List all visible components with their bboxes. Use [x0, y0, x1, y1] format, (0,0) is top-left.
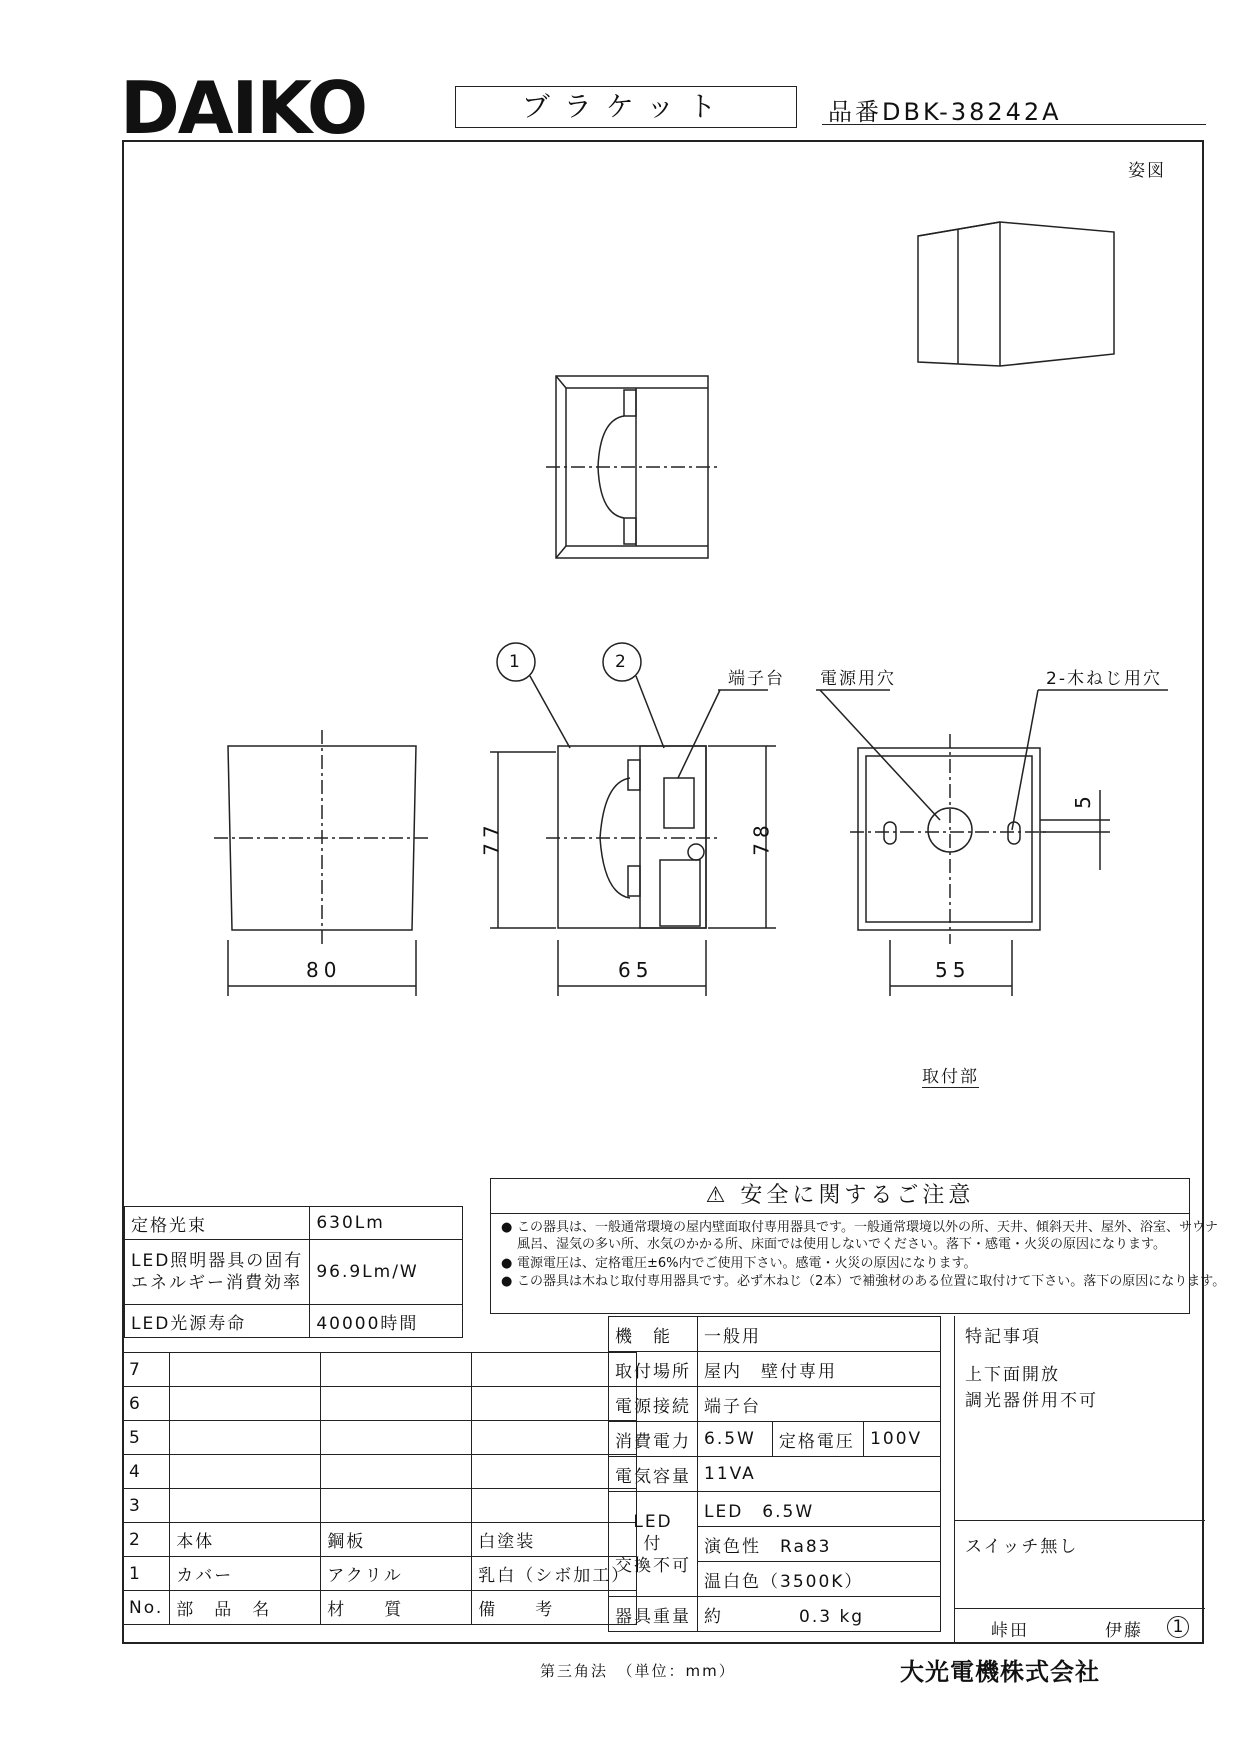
callout-2: 2 [615, 652, 628, 672]
safety-notice [490, 1178, 1226, 1314]
lifetime-label: LED光源寿命 [125, 1305, 310, 1338]
front-view [214, 730, 430, 944]
safety-title: ⚠ 安全に関するご注意 [491, 1179, 1189, 1214]
company-name: 大光電機株式会社 [900, 1658, 1100, 1686]
designer-name: 峠田 [991, 1621, 1029, 1641]
projection-note: 第三角法 （単位：mm） [540, 1662, 736, 1680]
isometric-view [918, 222, 1114, 366]
table-row: 7 [123, 1353, 637, 1387]
safety-note-1-cont: 風呂、湿気の多い所、水気のかかる所、床面では使用しないでください。落下・感電・火災の原因になります。 [517, 1237, 1166, 1252]
sheet-number: 1 [1167, 1616, 1189, 1638]
callout-1: 1 [509, 652, 522, 672]
screw-holes-label: 2-木ねじ用穴 [1046, 669, 1162, 689]
dim-65: 65 [618, 958, 654, 982]
safety-note-1: ● この器具は、一般通常環境の屋内壁面取付専用器具です。一般通常環境以外の所、天井、傾斜天井、屋外、浴室、サウナ [501, 1220, 1218, 1235]
table-row: 6 [123, 1387, 637, 1421]
back-view [850, 734, 1050, 944]
product-type-title: ブラケット [455, 86, 797, 128]
part-number: 品番DBK-38242A [828, 98, 1062, 126]
lifetime-value: 40000時間 [310, 1305, 463, 1338]
side-view [546, 746, 720, 928]
terminal-label: 端子台 [728, 669, 785, 689]
table-row: 1 カバー アクリル 乳白（シボ加工） [123, 1557, 637, 1591]
mount-label: 取付部 [922, 1062, 979, 1088]
efficiency-label: LED照明器具の固有 エネルギー消費効率 [125, 1240, 310, 1305]
led-label-cell: LED 付 交換不可 [609, 1492, 698, 1597]
dim-5: 5 [1070, 791, 1095, 809]
safety-note-3: ● この器具は木ねじ取付専用器具です。必ず木ねじ（2本）で補強材のある位置に取付けて下さい。落下の原因になります。 [501, 1274, 1226, 1289]
rated-flux-label: 定格光束 [125, 1207, 310, 1240]
parts-table [122, 1352, 637, 1625]
table-header: No. 部 品 名 材 質 備 考 [123, 1591, 637, 1625]
safety-note-2: ● 電源電圧は、定格電圧±6%内でご使用下さい。感電・火災の原因になります。 [501, 1256, 977, 1271]
special-notes: 特記事項 上下面開放 調光器併用不可 スイッチ無し 峠田 伊藤 1 [954, 1316, 1205, 1644]
dim-78: 78 [749, 820, 774, 856]
table-row: 2 本体 鋼板 白塗装 [123, 1523, 637, 1557]
power-hole-label: 電源用穴 [820, 669, 896, 689]
table-row: 5 [123, 1421, 637, 1455]
view-label: 姿図 [1128, 161, 1166, 181]
dim-77: 77 [479, 820, 504, 856]
table-row: 3 [123, 1489, 637, 1523]
lumen-table [124, 1206, 463, 1338]
top-view [546, 376, 720, 558]
spec-table: 機 能 一般用 取付場所 屋内 壁付専用 電源接続 端子台 消費電力 6.5W 定格電圧 100V 電気容量 11VA LED 付 交換不可 LED 6.5W 演色性 Ra83 温白色（3500K） 器具重量 約 0.3 kg [608, 1316, 941, 1632]
dimension-lines [228, 746, 1110, 996]
dim-80: 80 [306, 958, 342, 982]
table-row: 4 [123, 1455, 637, 1489]
warning-icon: ⚠ [705, 1183, 730, 1208]
checker-name: 伊藤 [1105, 1621, 1143, 1641]
efficiency-value: 96.9Lm/W [310, 1240, 463, 1305]
rated-flux-value: 630Lm [310, 1207, 463, 1240]
dim-55: 55 [935, 958, 971, 982]
logo-text: DAIKO [120, 66, 367, 150]
weight-cell: 約 0.3 kg [698, 1597, 941, 1632]
